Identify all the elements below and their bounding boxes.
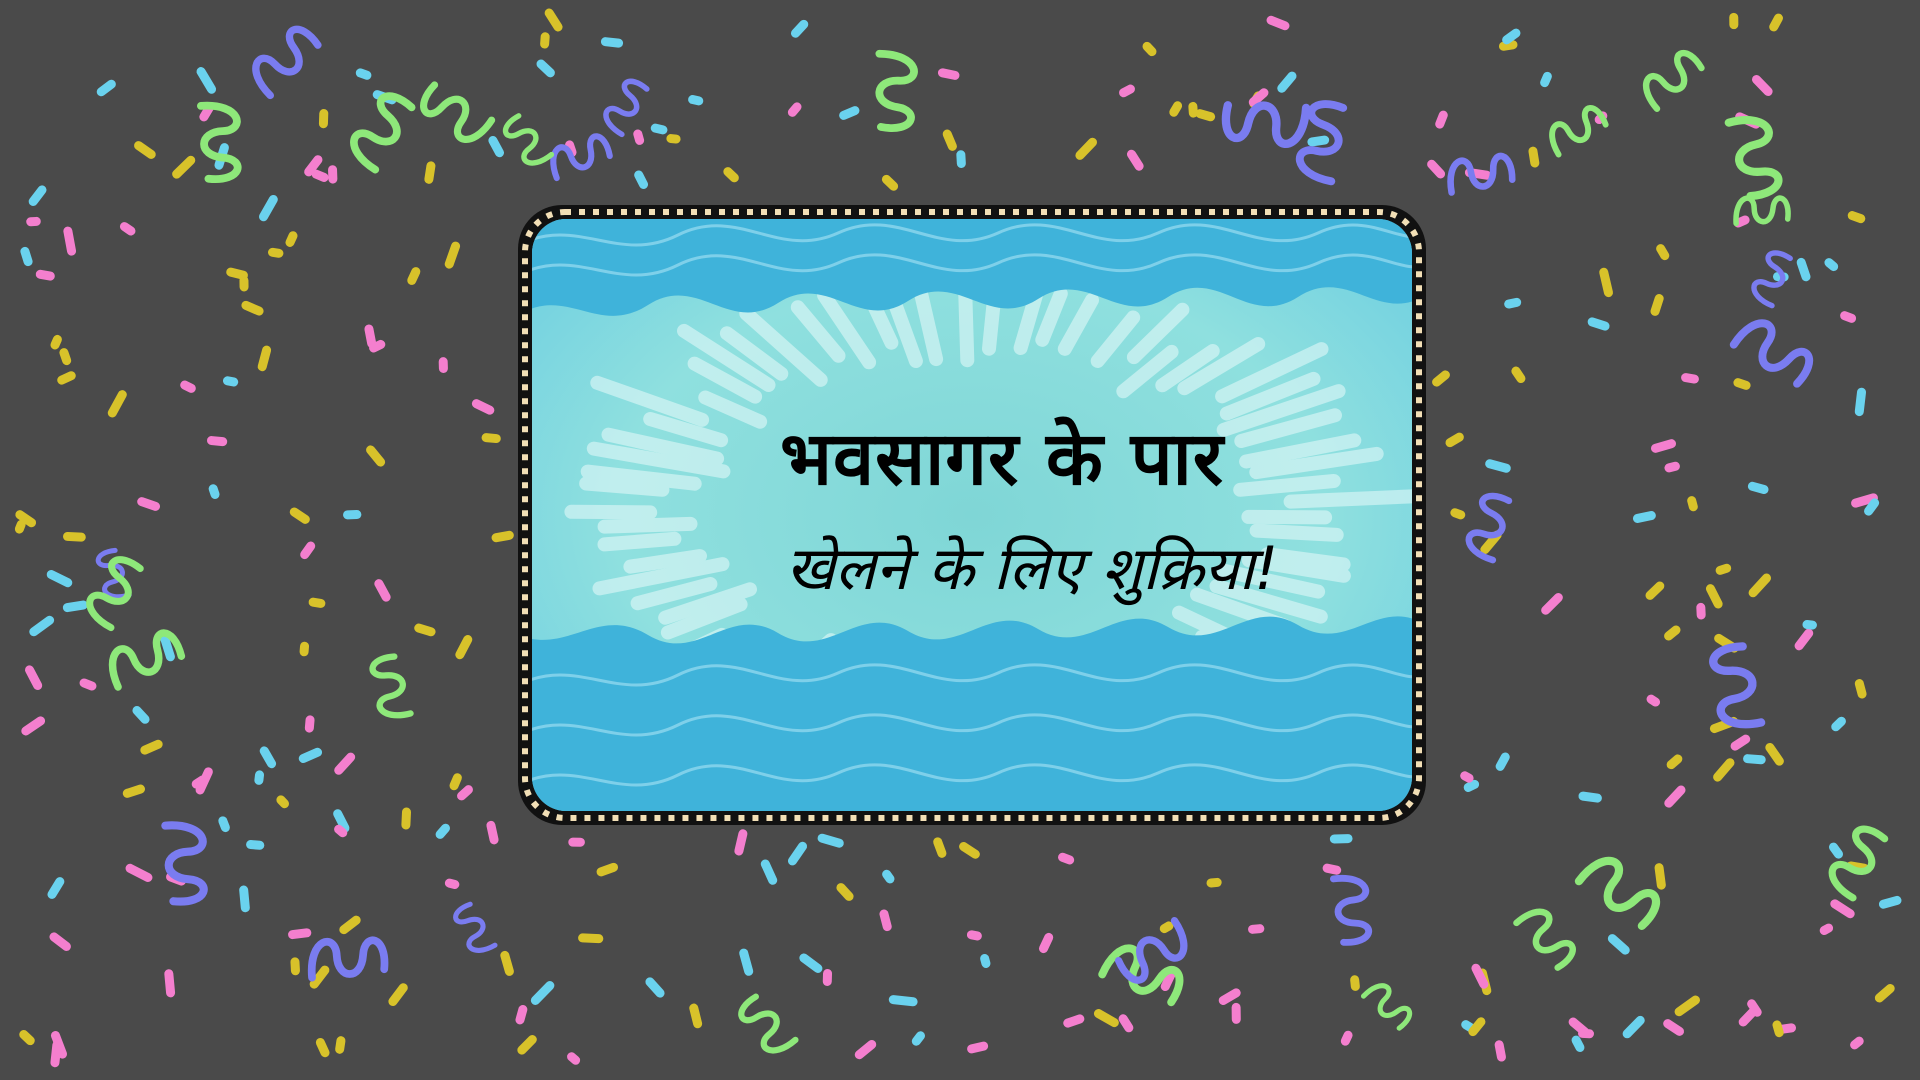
confetti-piece — [486, 820, 500, 845]
confetti-piece — [786, 840, 809, 867]
bottom-wave — [518, 616, 1426, 825]
confetti-piece — [1449, 507, 1466, 521]
confetti-piece — [535, 58, 557, 80]
confetti-piece — [966, 1041, 989, 1055]
confetti-piece — [1494, 751, 1511, 773]
confetti-piece — [304, 715, 314, 733]
confetti-piece — [956, 150, 966, 168]
confetti-piece — [1650, 438, 1677, 454]
confetti-piece — [56, 370, 77, 386]
confetti-piece — [1665, 753, 1684, 771]
thank-you-message: खेलने के लिए शुक्रिया! — [785, 534, 1279, 604]
confetti-piece — [424, 161, 436, 185]
confetti-piece — [1430, 369, 1451, 389]
confetti-piece — [319, 109, 329, 129]
confetti-piece — [332, 751, 357, 777]
confetti-piece — [257, 345, 272, 373]
confetti-piece — [1074, 136, 1099, 162]
confetti-streamer — [1638, 48, 1709, 109]
confetti-piece — [1729, 13, 1738, 29]
thank-you-card — [518, 205, 1426, 825]
confetti-piece — [62, 600, 88, 613]
confetti-piece — [880, 173, 900, 193]
top-wave — [518, 205, 1426, 316]
confetti-piece — [1818, 922, 1835, 937]
confetti-piece — [578, 933, 604, 943]
confetti-piece — [27, 184, 48, 208]
confetti-piece — [239, 276, 248, 292]
confetti-piece — [373, 578, 392, 604]
confetti-piece — [1117, 1013, 1135, 1034]
confetti-piece — [78, 677, 98, 692]
confetti-piece — [118, 220, 137, 237]
confetti-piece — [565, 1050, 582, 1066]
confetti-piece — [1339, 1029, 1354, 1047]
confetti-piece — [1275, 70, 1298, 95]
confetti-piece — [1704, 583, 1724, 610]
confetti-piece — [132, 139, 157, 160]
water-streak — [571, 512, 650, 513]
confetti-piece — [124, 862, 154, 883]
confetti-piece — [910, 1029, 927, 1047]
confetti-piece — [838, 105, 861, 122]
confetti-piece — [1062, 1013, 1085, 1029]
confetti-piece — [880, 868, 896, 885]
confetti-piece — [122, 783, 147, 799]
confetti-piece — [387, 981, 410, 1007]
confetti-piece — [444, 878, 460, 890]
confetti-streamer — [416, 72, 493, 151]
confetti-piece — [308, 597, 326, 609]
confetti-piece — [337, 914, 362, 936]
confetti-piece — [335, 1036, 347, 1055]
confetti-piece — [28, 614, 56, 638]
confetti-piece — [1747, 481, 1770, 495]
confetti-piece — [288, 928, 312, 940]
confetti-piece — [1662, 624, 1682, 643]
confetti-piece — [1649, 293, 1664, 317]
confetti-piece — [1854, 387, 1866, 416]
confetti-piece — [1168, 100, 1184, 119]
confetti-piece — [246, 840, 265, 850]
confetti-piece — [966, 930, 982, 942]
confetti-piece — [1307, 135, 1330, 147]
confetti-piece — [1539, 591, 1564, 616]
confetti-piece — [789, 18, 810, 40]
confetti-piece — [733, 828, 748, 856]
confetti-piece — [207, 436, 228, 447]
confetti-piece — [195, 65, 218, 95]
confetti-piece — [853, 1038, 878, 1061]
confetti-piece — [355, 67, 373, 81]
confetti-piece — [1714, 563, 1732, 577]
confetti-piece — [759, 858, 778, 886]
confetti-piece — [26, 217, 41, 227]
confetti-piece — [835, 881, 856, 903]
confetti-piece — [1743, 754, 1766, 765]
confetti-piece — [1425, 158, 1447, 180]
confetti-piece — [487, 134, 506, 158]
confetti-streamer — [188, 104, 248, 184]
confetti-piece — [454, 633, 474, 660]
confetti-piece — [1829, 715, 1847, 733]
confetti-piece — [1750, 73, 1774, 98]
confetti-streamer — [737, 989, 797, 1058]
confetti-piece — [48, 931, 73, 953]
confetti-piece — [798, 952, 825, 975]
confetti-piece — [1125, 148, 1145, 172]
confetti-piece — [470, 398, 495, 416]
confetti-piece — [95, 78, 118, 98]
confetti-piece — [595, 862, 619, 878]
confetti-piece — [516, 1033, 539, 1056]
confetti-piece — [644, 975, 667, 999]
confetti-piece — [1747, 572, 1773, 599]
confetti-streamer — [1820, 822, 1898, 900]
confetti-piece — [58, 347, 72, 366]
confetti-piece — [1686, 495, 1699, 512]
confetti-piece — [786, 101, 803, 119]
confetti-piece — [1444, 431, 1466, 449]
confetti-streamer — [453, 901, 495, 955]
confetti-piece — [932, 836, 948, 859]
confetti-piece — [543, 7, 564, 33]
confetti-piece — [738, 948, 754, 977]
confetti-streamer — [152, 823, 214, 906]
confetti-piece — [179, 379, 198, 394]
confetti-streamer — [502, 110, 552, 169]
confetti-piece — [1484, 458, 1512, 474]
confetti-piece — [1664, 461, 1681, 474]
confetti-piece — [540, 32, 550, 49]
confetti-piece — [957, 840, 981, 860]
confetti-piece — [1194, 108, 1216, 122]
confetti-piece — [413, 622, 437, 637]
confetti-piece — [45, 568, 74, 588]
confetti-piece — [254, 770, 265, 785]
confetti-piece — [568, 838, 585, 847]
confetti-piece — [878, 909, 892, 932]
confetti-piece — [1846, 210, 1866, 225]
confetti-piece — [1795, 257, 1811, 283]
confetti-piece — [257, 193, 279, 223]
confetti-piece — [1654, 242, 1670, 261]
confetti-piece — [19, 246, 33, 267]
confetti-streamer — [1325, 877, 1375, 946]
confetti-piece — [1265, 14, 1291, 31]
confetti-streamer — [246, 23, 328, 96]
confetti-piece — [688, 1003, 703, 1030]
confetti-piece — [1434, 109, 1449, 130]
confetti-streamer — [1363, 979, 1414, 1036]
confetti-piece — [1793, 627, 1815, 652]
confetti-piece — [1645, 693, 1662, 708]
confetti-piece — [439, 357, 449, 373]
confetti-streamer — [372, 656, 411, 715]
confetti-piece — [443, 240, 461, 269]
confetti-piece — [275, 794, 291, 811]
confetti-piece — [666, 134, 681, 144]
confetti-piece — [1729, 733, 1752, 752]
confetti-piece — [1768, 12, 1785, 33]
confetti-streamer — [1729, 120, 1779, 196]
confetti-piece — [1092, 1007, 1120, 1028]
confetti-piece — [1350, 975, 1361, 992]
confetti-piece — [1662, 784, 1687, 810]
confetti-streamer — [551, 135, 612, 178]
confetti-piece — [979, 953, 991, 969]
confetti-piece — [35, 269, 56, 281]
confetti-piece — [63, 532, 86, 542]
confetti-piece — [401, 807, 411, 829]
confetti-piece — [888, 995, 918, 1007]
confetti-piece — [1141, 40, 1159, 58]
confetti-piece — [63, 226, 77, 257]
confetti-streamer — [1547, 105, 1610, 155]
confetti-piece — [284, 230, 299, 249]
confetti-piece — [136, 496, 161, 512]
confetti-piece — [1621, 1014, 1647, 1040]
confetti-piece — [499, 950, 515, 977]
confetti-piece — [1578, 791, 1603, 803]
confetti-piece — [633, 169, 650, 191]
confetti-piece — [1802, 620, 1817, 630]
confetti-piece — [1732, 377, 1752, 391]
confetti-piece — [1206, 878, 1222, 888]
confetti-piece — [632, 128, 645, 145]
confetti-piece — [328, 165, 338, 184]
confetti-piece — [1510, 365, 1528, 385]
confetti-piece — [650, 123, 668, 135]
confetti-piece — [529, 979, 556, 1007]
confetti-piece — [299, 641, 309, 656]
confetti-streamer — [1710, 645, 1765, 725]
water-streak — [965, 291, 967, 360]
confetti-piece — [1771, 1019, 1784, 1038]
confetti-piece — [1038, 931, 1055, 954]
confetti-piece — [1248, 924, 1265, 934]
confetti-piece — [1839, 310, 1858, 324]
confetti-streamer — [1458, 489, 1524, 562]
confetti-piece — [290, 957, 300, 975]
confetti-piece — [1661, 1017, 1685, 1037]
confetti-piece — [217, 815, 231, 833]
confetti-piece — [49, 334, 63, 351]
confetti-piece — [20, 715, 47, 738]
confetti-piece — [207, 483, 220, 500]
confetti-streamer — [861, 51, 926, 134]
confetti-streamer — [341, 88, 425, 171]
game-title: भवसागर के पार — [779, 416, 1225, 502]
confetti-piece — [600, 37, 623, 48]
confetti-piece — [17, 1028, 36, 1047]
confetti-piece — [448, 772, 463, 792]
confetti-piece — [106, 389, 128, 420]
confetti-piece — [297, 746, 323, 764]
confetti-piece — [23, 664, 43, 692]
confetti-piece — [1878, 895, 1903, 910]
confetti-piece — [1503, 297, 1522, 309]
confetti-piece — [1873, 982, 1897, 1004]
confetti-piece — [491, 530, 515, 543]
confetti-piece — [514, 1004, 528, 1025]
confetti-piece — [170, 154, 197, 181]
confetti-streamer — [1577, 848, 1664, 939]
confetti-piece — [1680, 372, 1699, 384]
confetti-piece — [1711, 756, 1736, 783]
confetti-piece — [721, 165, 740, 184]
confetti-streamer — [1516, 904, 1578, 976]
confetti-piece — [314, 1037, 331, 1059]
confetti-piece — [131, 704, 152, 726]
water-panel — [518, 205, 1426, 825]
confetti-piece — [1848, 1035, 1865, 1051]
confetti-piece — [1586, 316, 1610, 331]
confetti-piece — [823, 969, 833, 986]
confetti-piece — [406, 266, 422, 287]
confetti-piece — [258, 745, 278, 770]
confetti-piece — [1854, 678, 1868, 699]
confetti-piece — [1539, 70, 1554, 88]
confetti-piece — [222, 376, 239, 388]
confetti-piece — [1673, 994, 1702, 1018]
confetti-piece — [1654, 863, 1666, 891]
confetti-piece — [481, 433, 501, 444]
confetti-piece — [1764, 741, 1786, 767]
confetti-piece — [288, 506, 312, 526]
confetti-piece — [164, 969, 176, 998]
confetti-piece — [1322, 863, 1342, 876]
water-streak — [1248, 517, 1325, 518]
confetti-piece — [1598, 267, 1614, 298]
confetti-piece — [817, 833, 845, 849]
confetti-piece — [343, 510, 362, 520]
confetti-piece — [1827, 841, 1845, 861]
confetti-piece — [1232, 1003, 1241, 1024]
confetti-piece — [267, 247, 284, 258]
confetti-piece — [298, 540, 317, 561]
confetti-piece — [1632, 510, 1656, 524]
confetti-piece — [364, 444, 387, 469]
confetti-piece — [1696, 603, 1706, 620]
confetti-piece — [1057, 851, 1076, 865]
confetti-streamer — [78, 552, 154, 629]
confetti-piece — [434, 822, 452, 841]
confetti-piece — [1117, 83, 1136, 99]
confetti-piece — [50, 1040, 62, 1068]
confetti-piece — [1330, 834, 1353, 844]
confetti-piece — [240, 299, 265, 317]
confetti-piece — [687, 94, 704, 106]
confetti-piece — [937, 68, 960, 81]
confetti-piece — [46, 875, 66, 900]
confetti-piece — [139, 738, 164, 756]
confetti-piece — [1528, 146, 1540, 168]
confetti-piece — [239, 885, 250, 913]
confetti-piece — [1606, 932, 1632, 956]
confetti-piece — [1494, 1039, 1507, 1062]
confetti-piece — [941, 128, 958, 152]
confetti-piece — [1823, 256, 1840, 273]
confetti-piece — [1644, 580, 1667, 602]
confetti-streamer — [597, 76, 657, 136]
